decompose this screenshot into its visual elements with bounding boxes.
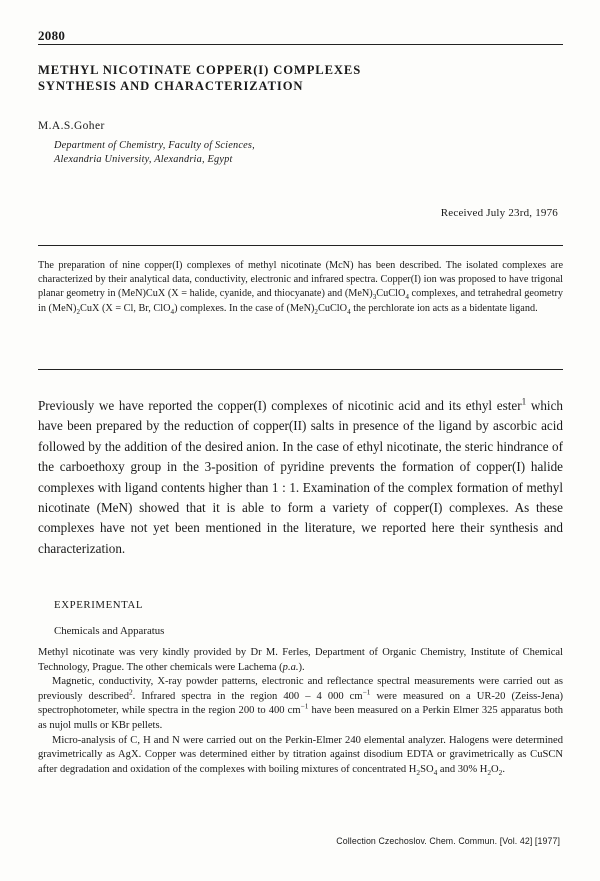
experimental-body (38, 646, 563, 777)
author-name: M.A.S.Goher (38, 120, 105, 132)
abstract (38, 259, 563, 316)
journal-citation-footer: Collection Czechoslov. Chem. Commun. [Vol. 42] [1977] (336, 836, 560, 846)
intro-paragraph: Previously we have reported the copper(I) complexes of nicotinic acid and its ethyl ester$^1$ which have been prepared by the reduction of copper(II) salts in presence of the ligand by ascorbic acid followed by the addition of the desired anion. In the case of ethyl nicotinate, the steric hindrance of the carboethoxy group in the 3-position of pyridine prevents the formation of copper(I) halide complexes with ligand contents higher than 1 : 1. Examination of the complex formation of methyl nicotinate (MeN) showed that it is able to form a variety of copper(I) complexes. As these complexes have not yet been mentioned in the literature, we reported here their synthesis and characterization. (38, 396, 563, 556)
article-title (38, 62, 558, 94)
abstract-rule-bottom (38, 369, 563, 370)
section-heading-experimental: EXPERIMENTAL (54, 599, 144, 611)
affiliation-line-1: Department of Chemistry, Faculty of Sciences, (54, 140, 255, 151)
title-line-2: SYNTHESIS AND CHARACTERIZATION (38, 79, 304, 93)
abstract-rule-top (38, 245, 563, 246)
page-number: 2080 (38, 28, 66, 43)
author-affiliation (54, 139, 255, 167)
header-rule (38, 44, 563, 45)
body-paragraph-measurements: Magnetic, conductivity, X-ray powder patterns, electronic and reflectance spectral measurements were carried out as previously described$^2$. Infrared spectra in the region 400 – 4 000 $cm^{-1}$ were measured on a UR-20 (Zeiss-Jena) spectrophotometer, while spectra in the region 200 to 400 $cm^{-1}$ have been measured on a Perkin Elmer 325 apparatus both as nujol mulls or KBr pellets. (38, 676, 564, 731)
title-line-1: METHYL NICOTINATE COPPER(I) COMPLEXES (38, 63, 362, 77)
affiliation-line-2: Alexandria University, Alexandria, Egypt (54, 154, 233, 165)
received-date: Received July 23rd, 1976 (440, 207, 558, 219)
abstract-text: The preparation of nine copper(I) complexes of methyl nicotinate (McN) has been described. The isolated complexes are characterized by their analytical data, conductivity, electronic and infrared spectra. Copper(I) ion was proposed to have trigonal planar geometry in (MeN)CuX (X = halide, cyanide, and thiocyanate) and $(MeN)_3CuClO_4$ complexes, and tetrahedral geometry in $(MeN)_2CuX$ (X = Cl, Br, ClO$_4$) complexes. In the case of $(MeN)_2CuClO_4$ the perchlorate ion acts as a bidentate ligand. (38, 260, 563, 316)
body-paragraph-chemicals: Methyl nicotinate was very kindly provided by Dr M. Ferles, Department of Organic Chemistry, Institute of Chemical Technology, Prague. The other chemicals were Lachema (p.a.). (38, 647, 563, 673)
subsection-heading-chemicals: Chemicals and Apparatus (54, 625, 165, 637)
introduction (38, 396, 563, 559)
body-paragraph-analysis: Micro-analysis of C, H and N were carried out on the Perkin-Elmer 240 elemental analyzer. Halogens were determined gravimetrically as AgX. Copper was determined either by titration against disodium EDTA or gravimetrically as CuSCN after degradation and oxidation of the complexes with boiling mixtures of concentrated $H_2SO_4$ and 30% $H_2O_2$. (38, 734, 563, 777)
